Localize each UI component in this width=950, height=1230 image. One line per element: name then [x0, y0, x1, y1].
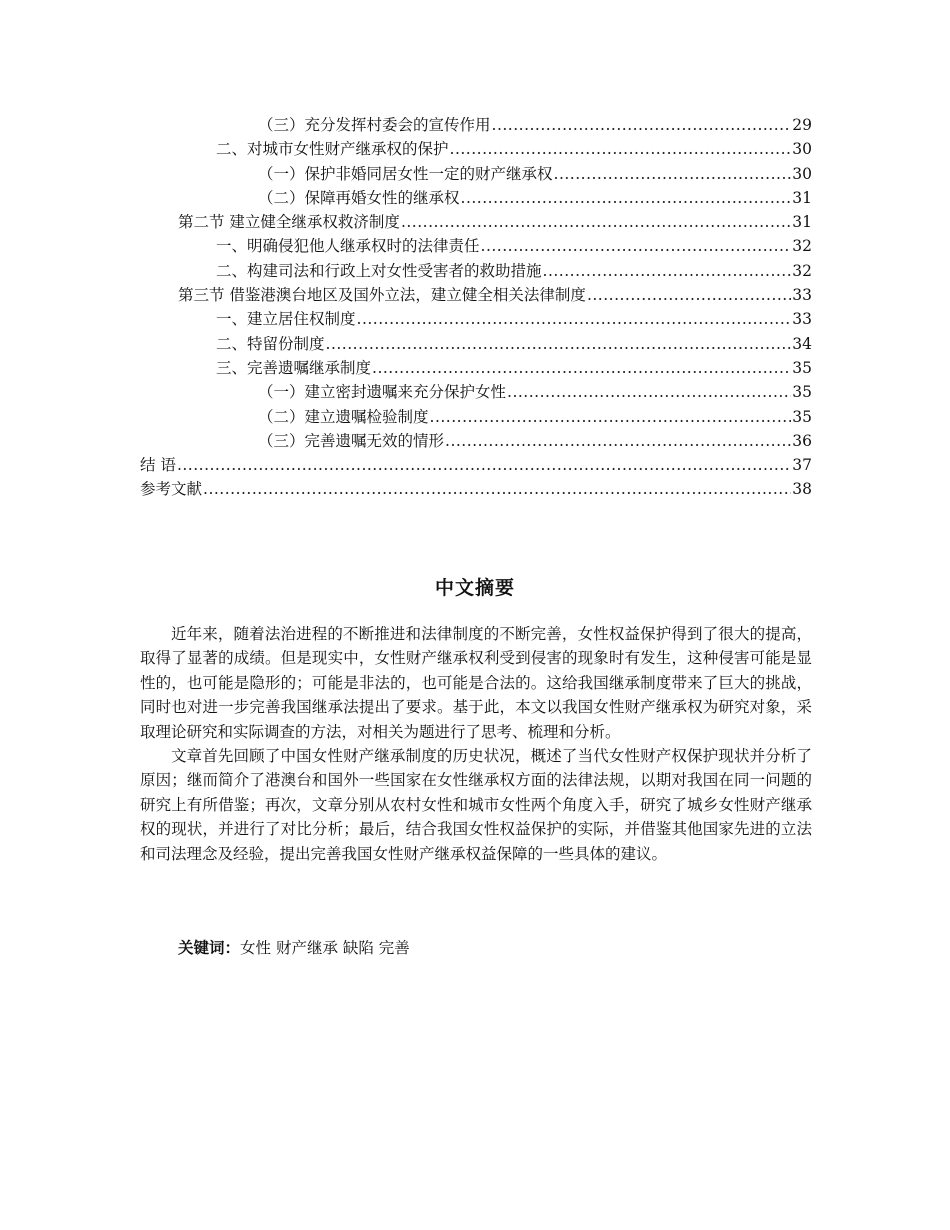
toc-entry-title: （三）完善遗嘱无效的情形	[258, 431, 445, 450]
toc-page-number: 32	[792, 261, 812, 280]
toc-entry-title: （一）保护非婚同居女性一定的财产继承权	[258, 164, 553, 183]
toc-dot-leader	[507, 380, 791, 404]
toc-page-number: 31	[792, 188, 812, 207]
toc-dot-leader	[326, 332, 792, 356]
toc-entry[interactable]	[140, 429, 812, 453]
toc-page-number: 29	[792, 116, 812, 134]
toc-entry-title: 参考文献	[140, 480, 203, 499]
toc-entry[interactable]	[140, 113, 812, 137]
toc-entry[interactable]	[140, 162, 812, 186]
toc-dot-leader	[401, 210, 791, 234]
toc-dot-leader	[430, 405, 792, 429]
toc-entry[interactable]	[140, 380, 812, 404]
toc-entry-title: 三、完善遗嘱继承制度	[216, 358, 372, 377]
toc-page-number: 35	[792, 407, 812, 426]
toc-dot-leader	[445, 429, 791, 453]
toc-entry-title: （一）建立密封遗嘱来充分保护女性	[258, 383, 507, 402]
toc-page-number: 30	[792, 164, 812, 183]
abstract-title: 中文摘要	[434, 577, 515, 599]
toc-dot-leader	[450, 137, 792, 161]
toc-entry-title: 二、构建司法和行政上对女性受害者的救助措施	[216, 261, 542, 280]
toc-page-number: 35	[792, 358, 812, 377]
keywords-line	[178, 936, 410, 958]
table-of-contents	[140, 113, 812, 502]
toc-page-number: 33	[792, 310, 812, 329]
toc-dot-leader	[177, 453, 791, 477]
toc-page-number: 31	[792, 213, 812, 232]
toc-entry[interactable]	[140, 137, 812, 161]
toc-entry-title: 第二节 建立健全继承权救济制度	[178, 213, 400, 232]
toc-dot-leader	[203, 477, 791, 501]
toc-entry[interactable]	[140, 283, 812, 307]
toc-entry[interactable]	[140, 356, 812, 380]
toc-entry-title: 一、建立居住权制度	[216, 310, 356, 329]
toc-dot-leader	[372, 356, 791, 380]
toc-dot-leader	[587, 283, 791, 307]
toc-page-number: 35	[792, 383, 812, 402]
toc-dot-leader	[461, 186, 792, 210]
toc-entry-title: 二、对城市女性财产继承权的保护	[216, 140, 449, 159]
toc-entry-title: （三）充分发挥村委会的宣传作用	[258, 116, 491, 134]
toc-page-number: 38	[792, 480, 812, 499]
toc-entry[interactable]	[140, 477, 812, 501]
toc-entry-title: 第三节 借鉴港澳台地区及国外立法，建立健全相关法律制度	[178, 286, 586, 305]
toc-page-number: 36	[792, 431, 812, 450]
toc-page-number: 32	[792, 237, 812, 256]
toc-page-number: 33	[792, 286, 812, 305]
toc-entry[interactable]	[140, 307, 812, 331]
keywords-value: 女性 财产继承 缺陷 完善	[240, 939, 410, 957]
toc-page-number: 30	[792, 140, 812, 159]
toc-page-number: 34	[792, 334, 812, 353]
toc-dot-leader	[481, 234, 792, 258]
toc-dot-leader	[492, 113, 792, 137]
toc-entry-title: 结 语	[140, 456, 176, 475]
toc-dot-leader	[554, 162, 792, 186]
toc-entry[interactable]	[140, 453, 812, 477]
abstract-body	[140, 622, 812, 866]
toc-entry-title: （二）建立遗嘱检验制度	[258, 407, 429, 426]
toc-entry[interactable]	[140, 186, 812, 210]
toc-dot-leader	[543, 259, 792, 283]
toc-page-number: 37	[792, 456, 812, 475]
abstract-paragraph: 近年来，随着法治进程的不断推进和法律制度的不断完善，女性权益保护得到了很大的提高，取得了显著的成绩。但是现实中，女性财产继承权利受到侵害的现象时有发生，这种侵害可能是显性的，也可能是隐形的；可能是非法的，也可能是合法的。这给我国继承制度带来了巨大的挑战，同时也对进一步完善我国继承法提出了要求。基于此，本文以我国女性财产继承权为研究对象，采取理论研究和实际调查的方法，对相关为题进行了思考、梳理和分析。	[140, 625, 812, 741]
toc-entry-title: 一、明确侵犯他人继承权时的法律责任	[216, 237, 480, 256]
abstract-paragraph: 文章首先回顾了中国女性财产继承制度的历史状况，概述了当代女性财产权保护现状并分析了原因；继而简介了港澳台和国外一些国家在女性继承权方面的法律法规，以期对我国在同一问题的研究上有所借鉴；再次，文章分别从农村女性和城市女性两个角度入手，研究了城乡女性财产继承权的现状，并进行了对比分析；最后，结合我国女性权益保护的实际，并借鉴其他国家先进的立法和司法理念及经验，提出完善我国女性财产继承权益保障的一些具体的建议。	[140, 747, 812, 863]
toc-entry-title: （二）保障再婚女性的继承权	[258, 188, 460, 207]
toc-entry-title: 二、特留份制度	[216, 334, 325, 353]
toc-entry[interactable]	[140, 405, 812, 429]
toc-entry[interactable]	[140, 210, 812, 234]
toc-entry[interactable]	[140, 259, 812, 283]
keywords-label: 关键词：	[178, 939, 241, 957]
toc-dot-leader	[357, 307, 792, 331]
toc-entry[interactable]	[140, 332, 812, 356]
toc-entry[interactable]	[140, 234, 812, 258]
